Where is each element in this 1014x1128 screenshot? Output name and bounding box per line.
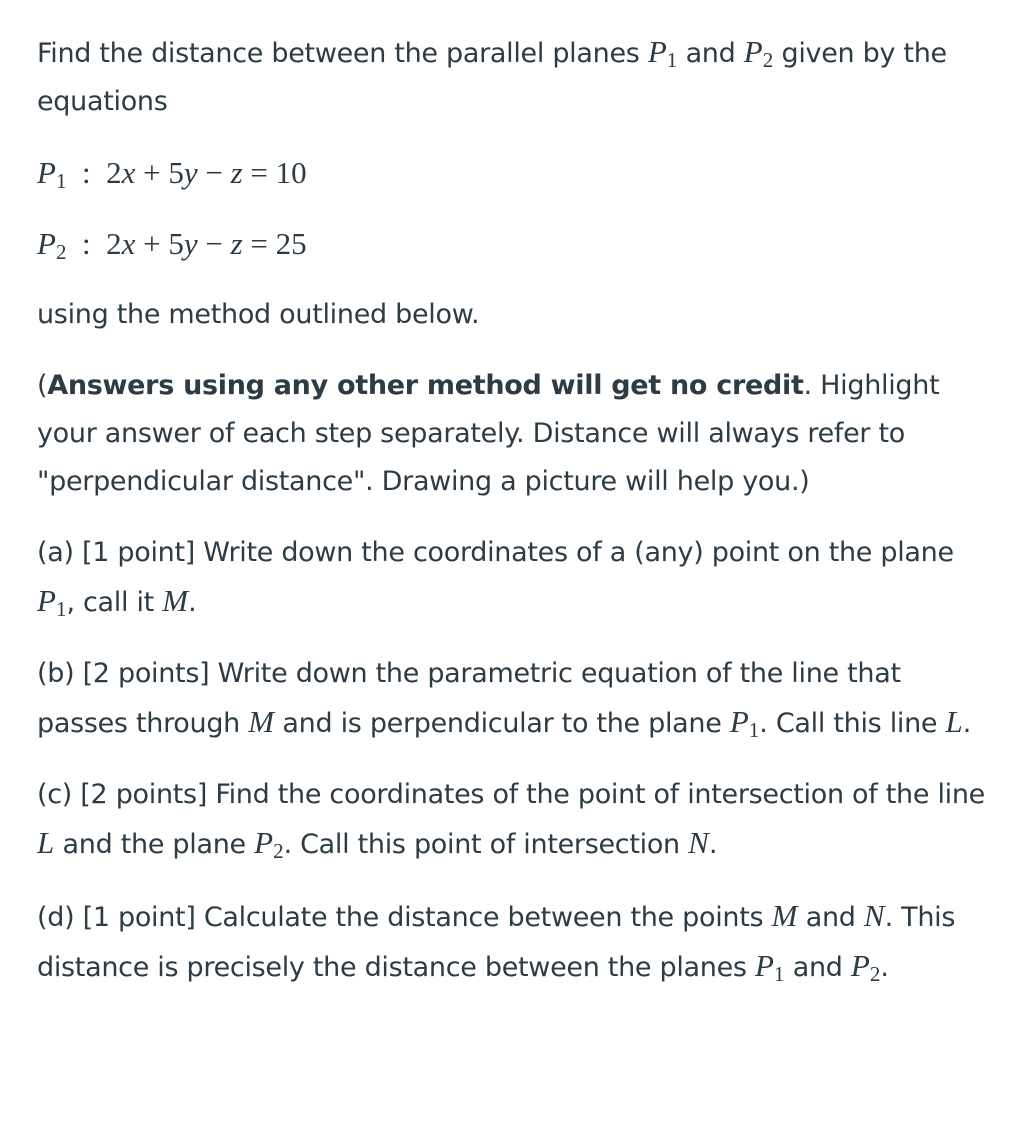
point-m-symbol: M xyxy=(248,704,275,739)
plane-p2-symbol: $P_2$ xyxy=(254,825,284,863)
point-n-symbol: N xyxy=(688,825,709,860)
part-a: (a) [1 point] Write down the coordinates of a (any) point on the plane $P_1$, call it M. xyxy=(37,537,954,621)
point-m-symbol: M xyxy=(771,898,798,933)
intro-text-a: Find the distance between the parallel planes xyxy=(37,38,640,69)
plane-p1-symbol: $P_1$ xyxy=(754,948,785,986)
plane-p1-symbol: $P_1$ xyxy=(647,34,678,72)
equation-p1: $P_1$ : 2x + 5y − z = 10 xyxy=(37,155,307,193)
note-paragraph: (Answers using any other method will get no credit. Highlight your answer of each step separately. Distance will always refer to "perpendicular distance". Drawing a picture will help you.) xyxy=(37,370,940,497)
intro-paragraph xyxy=(37,28,987,126)
equation-p2: $P_2$ : 2x + 5y − z = 25 xyxy=(37,226,307,264)
line-l-symbol: L xyxy=(945,704,963,739)
method-line: using the method outlined below. xyxy=(37,299,480,330)
point-m-symbol: M xyxy=(162,583,189,618)
plane-p2-symbol: $P_2$ xyxy=(850,948,881,986)
point-n-symbol: N xyxy=(863,898,885,933)
intro-text-c: given by the equations xyxy=(37,38,947,117)
plane-p1-symbol: $P_1$ xyxy=(37,583,67,621)
part-d: (d) [1 point] Calculate the distance between the points M and N. This distance is precisely the distance between the planes $P_1$ and $P_2$. xyxy=(37,898,956,986)
line-l-symbol: L xyxy=(37,825,55,860)
plane-p2-symbol: $P_2$ xyxy=(743,34,774,72)
note-rest: . Highlight your answer of each step separately. Distance will always refer to "perpendicular distance". Drawing a picture will help you.) xyxy=(37,370,940,497)
question-content xyxy=(37,28,987,992)
plane-p1-symbol: $P_1$ xyxy=(729,704,760,742)
no-credit-warning: Answers using any other method will get no credit xyxy=(47,370,804,401)
part-c: (c) [2 points] Find the coordinates of the point of intersection of the line L and the plane $P_2$. Call this point of intersection N. xyxy=(37,779,985,863)
part-b: (b) [2 points] Write down the parametric equation of the line that passes through M and is perpendicular to the plane $P_1$. Call this line L. xyxy=(37,658,972,742)
intro-text-b: and xyxy=(685,38,736,69)
